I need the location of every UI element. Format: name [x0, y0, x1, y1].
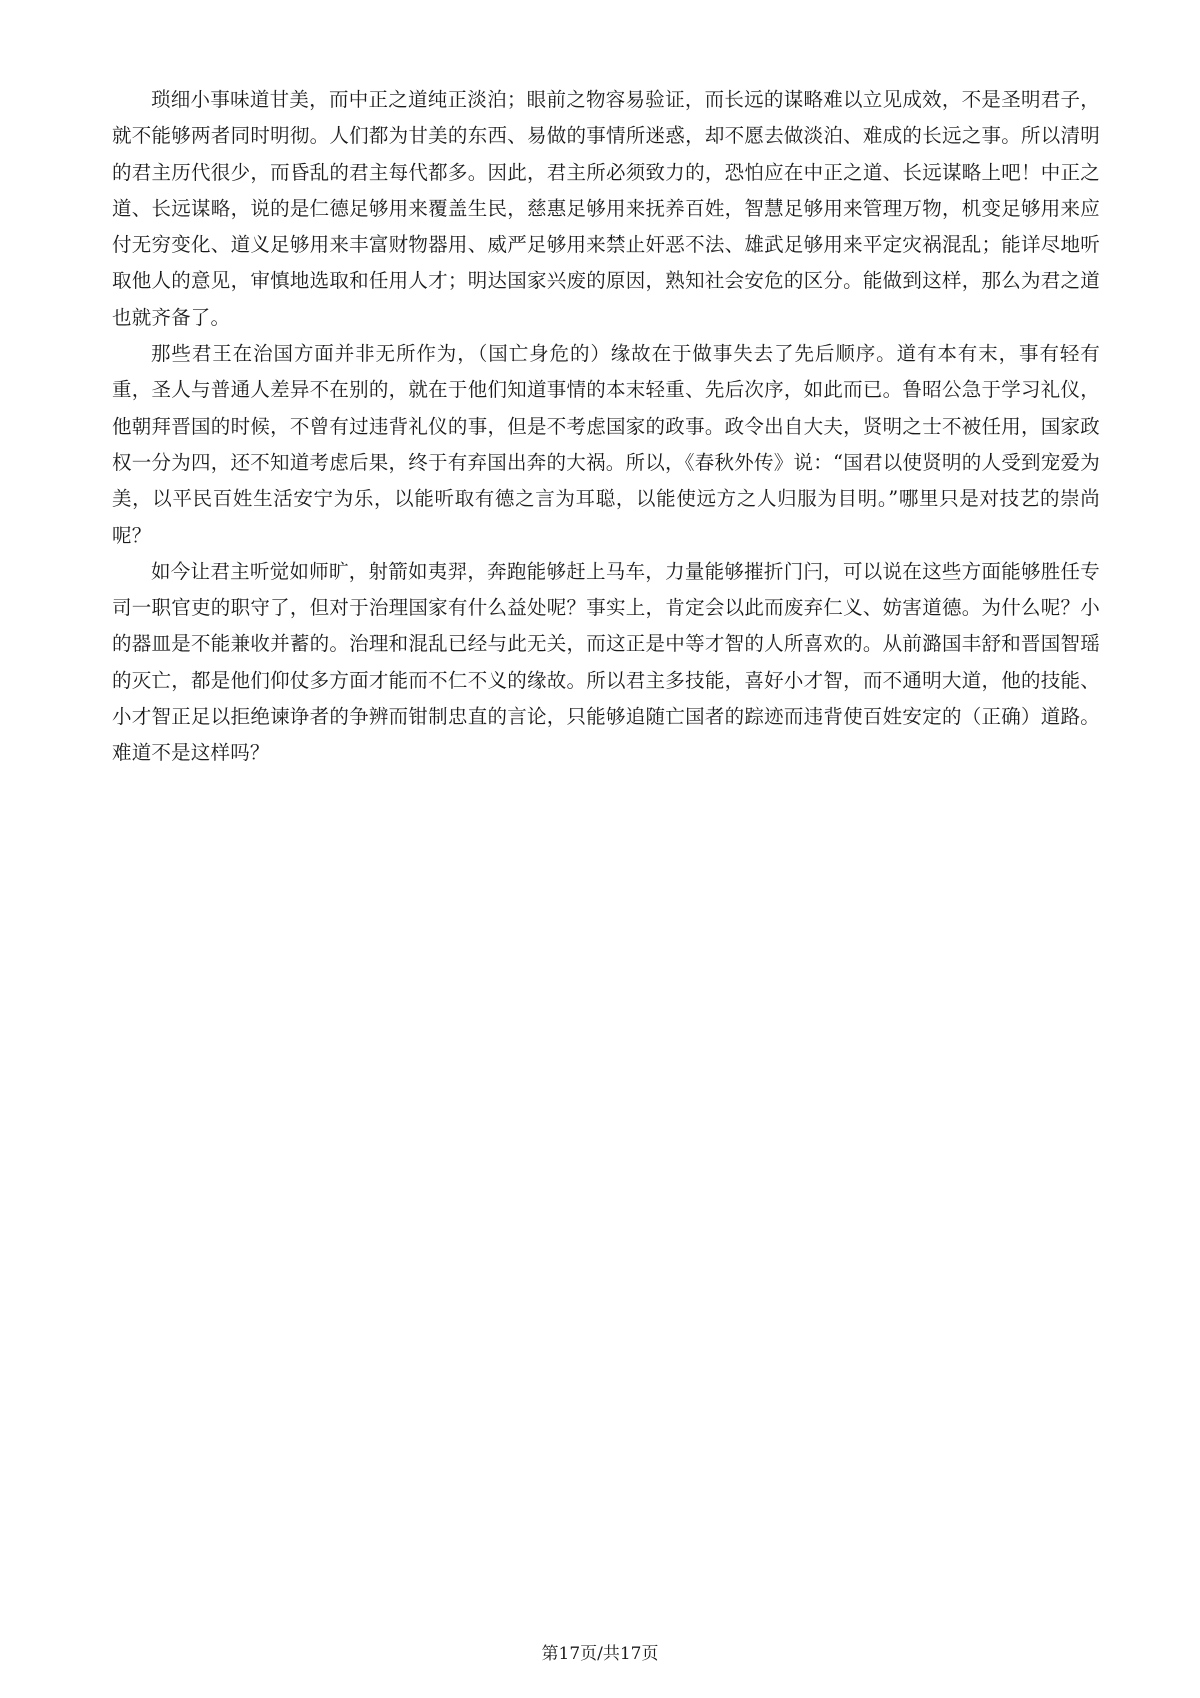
page-number-footer: 第17页/共17页	[541, 1644, 659, 1664]
paragraph: 琐细小事味道甘美，而中正之道纯正淡泊；眼前之物容易验证，而长远的谋略难以立见成效，不是圣明君子，就不能够两者同时明彻。人们都为甘美的东西、易做的事情所迷惑，却不愿去做淡泊、难成的长远之事。所以清明的君主历代很少，而昏乱的君主每代都多。因此，君主所必须致力的，恐怕应在中正之道、长远谋略上吧！中正之道、长远谋略，说的是仁德足够用来覆盖生民，慈惠足够用来抚养百姓，智慧足够用来管理万物，机变足够用来应付无穷变化、道义足够用来丰富财物器用、威严足够用来禁止奸恶不法、雄武足够用来平定灾祸混乱；能详尽地听取他人的意见，审慎地选取和任用人才；明达国家兴废的原因，熟知社会安危的区分。能做到这样，那么为君之道也就齐备了。	[112, 88, 1100, 329]
paragraph: 如今让君主听觉如师旷，射箭如夷羿，奔跑能够赶上马车，力量能够摧折门闩，可以说在这些方面能够胜任专司一职官吏的职守了，但对于治理国家有什么益处呢？事实上，肯定会以此而废弃仁义、妨害道德。为什么呢？小的器皿是不能兼收并蓄的。治理和混乱已经与此无关，而这正是中等才智的人所喜欢的。从前潞国丰舒和晋国智瑶的灭亡，都是他们仰仗多方面才能而不仁不义的缘故。所以君主多技能，喜好小才智，而不通明大道，他的技能、小才智正足以拒绝谏诤者的争辨而钳制忠直的言论，只能够追随亡国者的踪迹而违背使百姓安定的（正确）道路。难道不是这样吗？	[112, 559, 1100, 765]
document-body	[112, 82, 1100, 772]
paragraph: 那些君王在治国方面并非无所作为，（国亡身危的）缘故在于做事失去了先后顺序。道有本有末，事有轻有重，圣人与普通人差异不在别的，就在于他们知道事情的本末轻重、先后次序，如此而已。鲁昭公急于学习礼仪，他朝拜晋国的时候，不曾有过违背礼仪的事，但是不考虑国家的政事。政令出自大夫，贤明之士不被任用，国家政权一分为四，还不知道考虑后果，终于有弃国出奔的大祸。所以，《春秋外传》说：“国君以使贤明的人受到宠爱为美，以平民百姓生活安宁为乐，以能听取有德之言为耳聪，以能使远方之人归服为目明。”哪里只是对技艺的崇尚呢？	[112, 342, 1100, 547]
